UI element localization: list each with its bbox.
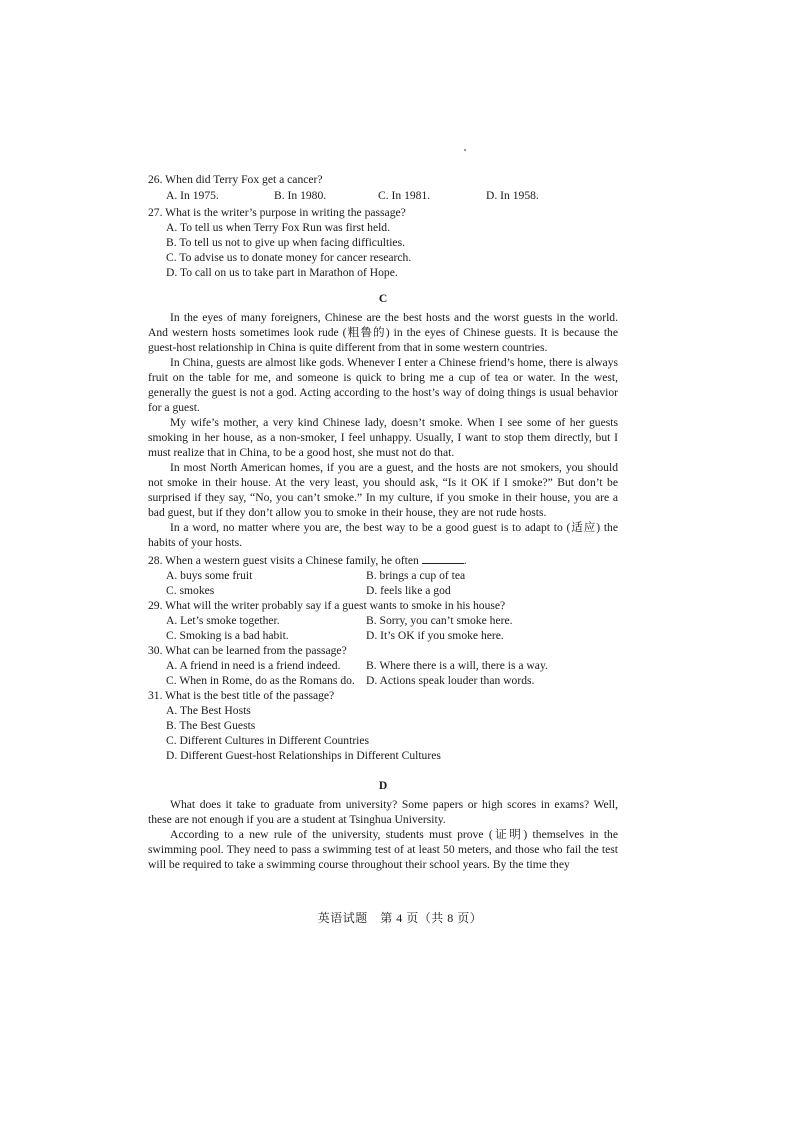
passage-paragraph: In most North American homes, if you are a guest, and the hosts are not smokers, you should not smoke in their house. At the very least, you should ask, “Is it OK if I smoke?” But don’t be surprised if they say, “No, you can’t smoke.” In my culture, if you smoke in their house, you are a bad guest, but if they don’t allow you to smoke in their house, they are not rude hosts. (148, 461, 618, 519)
option: C. Different Cultures in Different Countries (166, 734, 370, 747)
section-c (148, 277, 618, 550)
option: A. buys some fruit (166, 569, 253, 582)
options-row (148, 658, 618, 673)
option: D. To call on us to take part in Marathon of Hope. (166, 266, 398, 279)
question-28 (148, 552, 618, 568)
questions-26-27 (148, 172, 618, 280)
question-27: 27. What is the writer’s purpose in writing the passage? (148, 206, 406, 219)
options-row (148, 583, 618, 598)
passage-paragraph: My wife’s mother, a very kind Chinese lady, doesn’t smoke. When I see some of her guests smoking in her house, as a non-smoker, I feel unhappy. Usually, I want to stop them directly, but I must realize that in China, to be a good host, she must not do that. (148, 416, 618, 459)
page-footer: 英语试题 第 4 页（共 8 页） (317, 911, 483, 925)
option: A. A friend in need is a friend indeed. (166, 659, 341, 672)
answer-blank (422, 552, 464, 564)
option: A. In 1975. (166, 189, 219, 202)
passage-paragraph: In China, guests are almost like gods. Whenever I enter a Chinese friend’s home, there is always fruit on the table for me, and someone is quick to bring me a cup of tea or water. In the west, generally the guest is not a god. Acting according to the host’s way of doing things is usual behavior for a guest. (148, 356, 618, 414)
passage-paragraph: What does it take to graduate from university? Some papers or high scores in exams? Well, these are not enough if you are a student at Tsinghua University. (148, 798, 618, 826)
option: A. To tell us when Terry Fox Run was first held. (166, 221, 391, 234)
options-row (148, 673, 618, 688)
question-26: 26. When did Terry Fox get a cancer? (148, 173, 323, 186)
question-end: . (463, 554, 467, 567)
option: A. Let’s smoke together. (166, 614, 280, 627)
questions-28-31 (148, 552, 618, 763)
option: C. In 1981. (378, 189, 431, 202)
option: C. To advise us to donate money for cancer research. (166, 251, 412, 264)
option: B. Sorry, you can’t smoke here. (366, 614, 513, 627)
section-heading: C (378, 292, 388, 305)
option: D. feels like a god (366, 584, 451, 597)
option: C. When in Rome, do as the Romans do. (166, 674, 355, 687)
option: B. The Best Guests (166, 719, 256, 732)
scan-speck (464, 149, 466, 151)
option: B. In 1980. (274, 189, 327, 202)
question-31: 31. What is the best title of the passage? (148, 689, 335, 702)
section-heading: D (378, 779, 388, 792)
option: B. To tell us not to give up when facing difficulties. (166, 236, 405, 249)
option: D. Actions speak louder than words. (366, 674, 535, 687)
options-row (148, 613, 618, 628)
question-30: 30. What can be learned from the passage? (148, 644, 347, 657)
section-d (148, 764, 618, 872)
option: B. Where there is a will, there is a way. (366, 659, 548, 672)
option: D. In 1958. (486, 189, 539, 202)
passage-paragraph: According to a new rule of the university, students must prove (证明) themselves in the swimming pool. They need to pass a swimming test of at least 50 meters, and those who fail the test will be required to take a swimming course throughout their school years. By the time they (148, 828, 618, 871)
option: C. smokes (166, 584, 215, 597)
option: C. Smoking is a bad habit. (166, 629, 289, 642)
passage-paragraph: In the eyes of many foreigners, Chinese are the best hosts and the worst guests in the world. And western hosts sometimes look rude (粗鲁的) in the eyes of Chinese guests. It is because the guest-host relationship in China is quite different from that in some western countries. (148, 311, 618, 354)
question-text: 28. When a western guest visits a Chinese family, he often (148, 554, 419, 567)
option: A. The Best Hosts (166, 704, 251, 717)
question-26-options (148, 188, 618, 203)
option: D. It’s OK if you smoke here. (366, 629, 504, 642)
question-29: 29. What will the writer probably say if a guest wants to smoke in his house? (148, 599, 506, 612)
option: D. Different Guest-host Relationships in Different Cultures (166, 749, 441, 762)
option: B. brings a cup of tea (366, 569, 466, 582)
passage-paragraph: In a word, no matter where you are, the best way to be a good guest is to adapt to (适应) the habits of your hosts. (148, 521, 618, 549)
options-row (148, 628, 618, 643)
options-row (148, 568, 618, 583)
